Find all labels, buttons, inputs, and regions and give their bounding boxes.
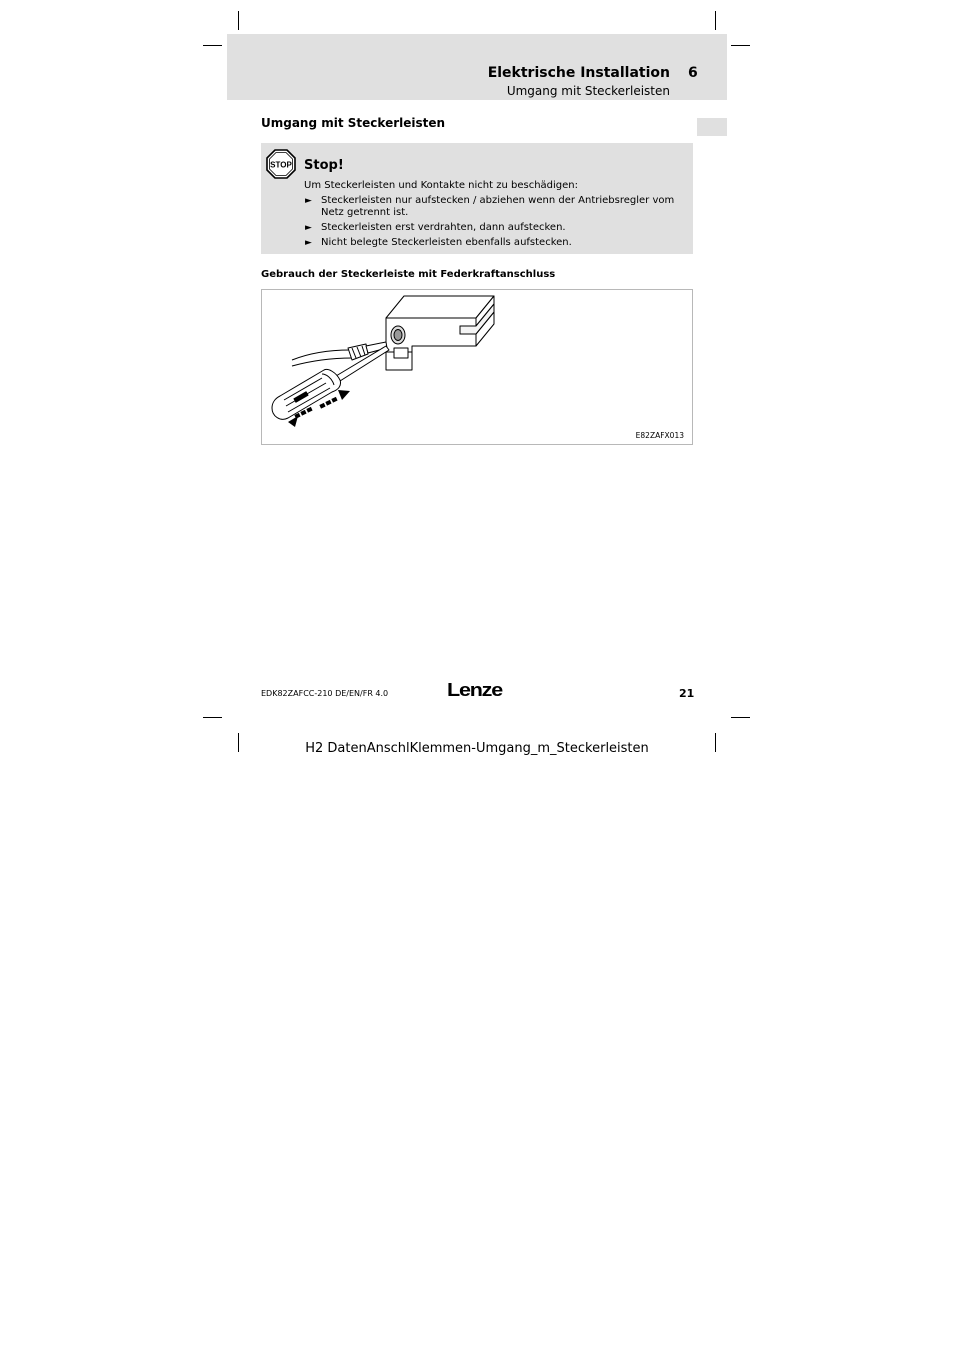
- stop-notice: [261, 143, 693, 254]
- page-number: 21: [679, 687, 695, 700]
- bullet-arrow-icon: ►: [305, 238, 312, 248]
- document-id: EDK82ZAFCC-210 DE/EN/FR 4.0: [261, 689, 389, 698]
- terminal-block-drawing: [386, 296, 494, 370]
- list-item: ► Nicht belegte Steckerleisten ebenfalls aufstecken.: [305, 237, 572, 248]
- figure-code: E82ZAFX013: [635, 431, 684, 440]
- chapter-subtitle: Umgang mit Steckerleisten: [506, 84, 670, 98]
- section-title: Umgang mit Steckerleisten: [261, 116, 446, 130]
- crop-mark: [203, 45, 222, 46]
- stop-sign-icon: [266, 149, 296, 179]
- lenze-logo: [447, 680, 503, 700]
- bullet-arrow-icon: ►: [305, 196, 312, 206]
- stop-title: Stop!: [304, 158, 344, 173]
- crop-mark: [715, 11, 716, 30]
- stop-list: [304, 195, 684, 252]
- screwdriver-drawing: [272, 346, 389, 419]
- figure-title: Gebrauch der Steckerleiste mit Federkraftanschluss: [261, 269, 556, 280]
- bullet-arrow-icon: ►: [305, 223, 312, 233]
- chapter-title: Elektrische Installation: [487, 65, 670, 81]
- crop-mark: [203, 717, 222, 718]
- layout-note: H2 DatenAnschlKlemmen-Umgang_m_Steckerleisten: [305, 741, 649, 756]
- spring-terminal-illustration: [262, 290, 692, 444]
- stop-intro: Um Steckerleisten und Kontakte nicht zu beschädigen:: [304, 180, 578, 191]
- list-item: ► Steckerleisten nur aufstecken / abziehen wenn der Antriebsregler vom Netz getrennt ist.: [305, 195, 675, 218]
- crop-mark: [238, 11, 239, 30]
- svg-text:Lenze: Lenze: [447, 680, 503, 700]
- figure: [261, 289, 693, 445]
- crop-mark: [731, 45, 750, 46]
- list-item: ► Steckerleisten erst verdrahten, dann aufstecken.: [305, 222, 566, 233]
- crop-mark: [731, 717, 750, 718]
- chapter-number: 6: [688, 65, 698, 81]
- svg-text:STOP: STOP: [270, 160, 292, 170]
- chapter-tab-marker: [697, 118, 727, 136]
